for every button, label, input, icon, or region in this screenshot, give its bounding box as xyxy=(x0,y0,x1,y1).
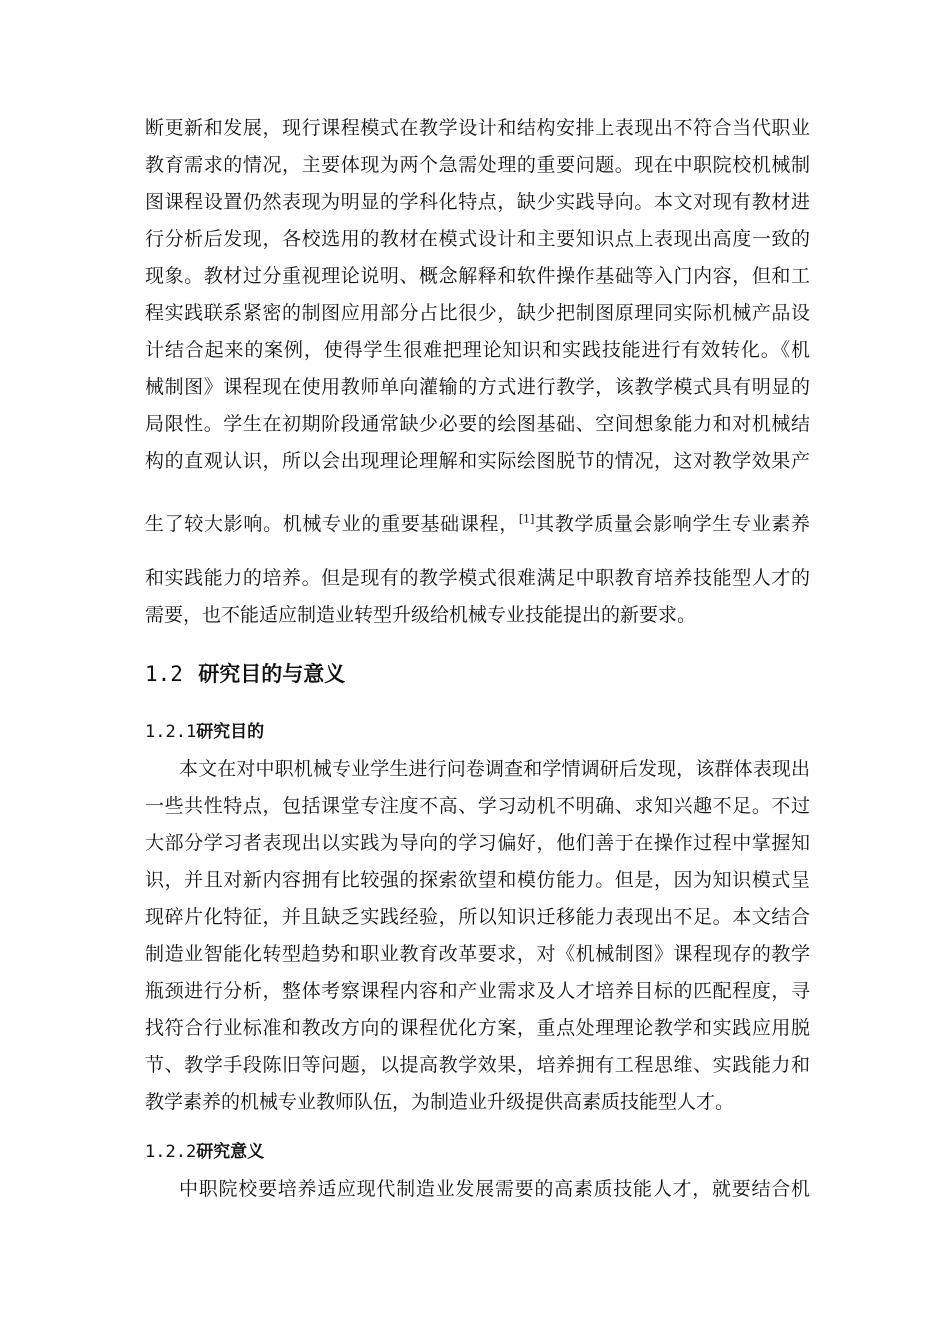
purpose-line-1: 本文在对中职机械专业学生进行问卷调查和学情调研后发现，该群体表现出 xyxy=(179,758,810,780)
purpose-line-10: 教学素养的机械专业教师队伍，为制造业升级提供高素质技能型人才。 xyxy=(145,1091,735,1113)
para1-line-13: 需要，也不能适应制造业转型升级给机械专业技能提出的新要求。 xyxy=(145,604,697,626)
para1-line-11-post: 其教学质量会影响学生专业素养 xyxy=(534,513,810,535)
section-title: 研究目的与意义 xyxy=(198,662,346,686)
para1-line-5: 现象。教材过分重视理论说明、概念解释和软件操作基础等入门内容，但和工 xyxy=(145,265,810,287)
purpose-line-7: 瓶颈进行分析，整体考察课程内容和产业需求及人才培养目标的匹配程度，寻 xyxy=(145,980,810,1002)
section-heading-1-2-1 xyxy=(145,721,264,743)
purpose-line-3: 大部分学习者表现出以实践为导向的学习偏好，他们善于在操作过程中掌握知 xyxy=(145,832,810,854)
para1-line-12: 和实践能力的培养。但是现有的教学模式很难满足中职教育培养技能型人才的 xyxy=(145,567,810,589)
section-heading-1-2 xyxy=(145,661,345,687)
citation-1[interactable]: [1] xyxy=(518,512,535,526)
significance-line-1: 中职院校要培养适应现代制造业发展需要的高素质技能人才，就要结合机 xyxy=(179,1178,810,1200)
para1-line-8: 械制图》课程现在使用教师单向灌输的方式进行教学，该教学模式具有明显的 xyxy=(145,376,810,398)
para1-line-7: 计结合起来的案例，使得学生很难把理论知识和实践技能进行有效转化。《机 xyxy=(145,339,810,361)
para1-line-3: 图课程设置仍然表现为明显的学科化特点，缺少实践导向。本文对现有教材进 xyxy=(145,191,810,213)
subsection-title: 研究目的 xyxy=(196,722,265,742)
para1-line-10: 构的直观认识，所以会出现理论理解和实际绘图脱节的情况，这对教学效果产 xyxy=(145,450,810,472)
para1-line-11 xyxy=(145,512,810,536)
subsection-title: 研究意义 xyxy=(196,1142,265,1162)
purpose-line-5: 现碎片化特征，并且缺乏实践经验，所以知识迁移能力表现出不足。本文结合 xyxy=(145,906,810,928)
purpose-line-2: 一些共性特点，包括课堂专注度不高、学习动机不明确、求知兴趣不足。不过 xyxy=(145,795,810,817)
para1-line-9: 局限性。学生在初期阶段通常缺少必要的绘图基础、空间想象能力和对机械结 xyxy=(145,413,810,435)
subsection-number: 1.2.2 xyxy=(145,1142,197,1162)
para1-line-1: 断更新和发展，现行课程模式在教学设计和结构安排上表现出不符合当代职业 xyxy=(145,117,810,139)
section-heading-1-2-2 xyxy=(145,1141,264,1163)
para1-line-2: 教育需求的情况，主要体现为两个急需处理的重要问题。现在中职院校机械制 xyxy=(145,154,810,176)
subsection-number: 1.2.1 xyxy=(145,722,197,742)
para1-line-6: 程实践联系紧密的制图应用部分占比很少，缺少把制图原理同实际机械产品设 xyxy=(145,302,810,324)
para1-line-11-pre: 生了较大影响。机械专业的重要基础课程， xyxy=(145,513,519,535)
section-number: 1.2 xyxy=(145,662,183,686)
para1-line-4: 行分析后发现，各校选用的教材在模式设计和主要知识点上表现出高度一致的 xyxy=(145,228,810,250)
purpose-line-8: 找符合行业标准和教改方向的课程优化方案，重点处理理论教学和实践应用脱 xyxy=(145,1017,810,1039)
purpose-line-9: 节、教学手段陈旧等问题，以提高教学效果，培养拥有工程思维、实践能力和 xyxy=(145,1054,810,1076)
purpose-line-4: 识，并且对新内容拥有比较强的探索欲望和模仿能力。但是，因为知识模式呈 xyxy=(145,869,810,891)
purpose-line-6: 制造业智能化转型趋势和职业教育改革要求，对《机械制图》课程现存的教学 xyxy=(145,943,810,965)
